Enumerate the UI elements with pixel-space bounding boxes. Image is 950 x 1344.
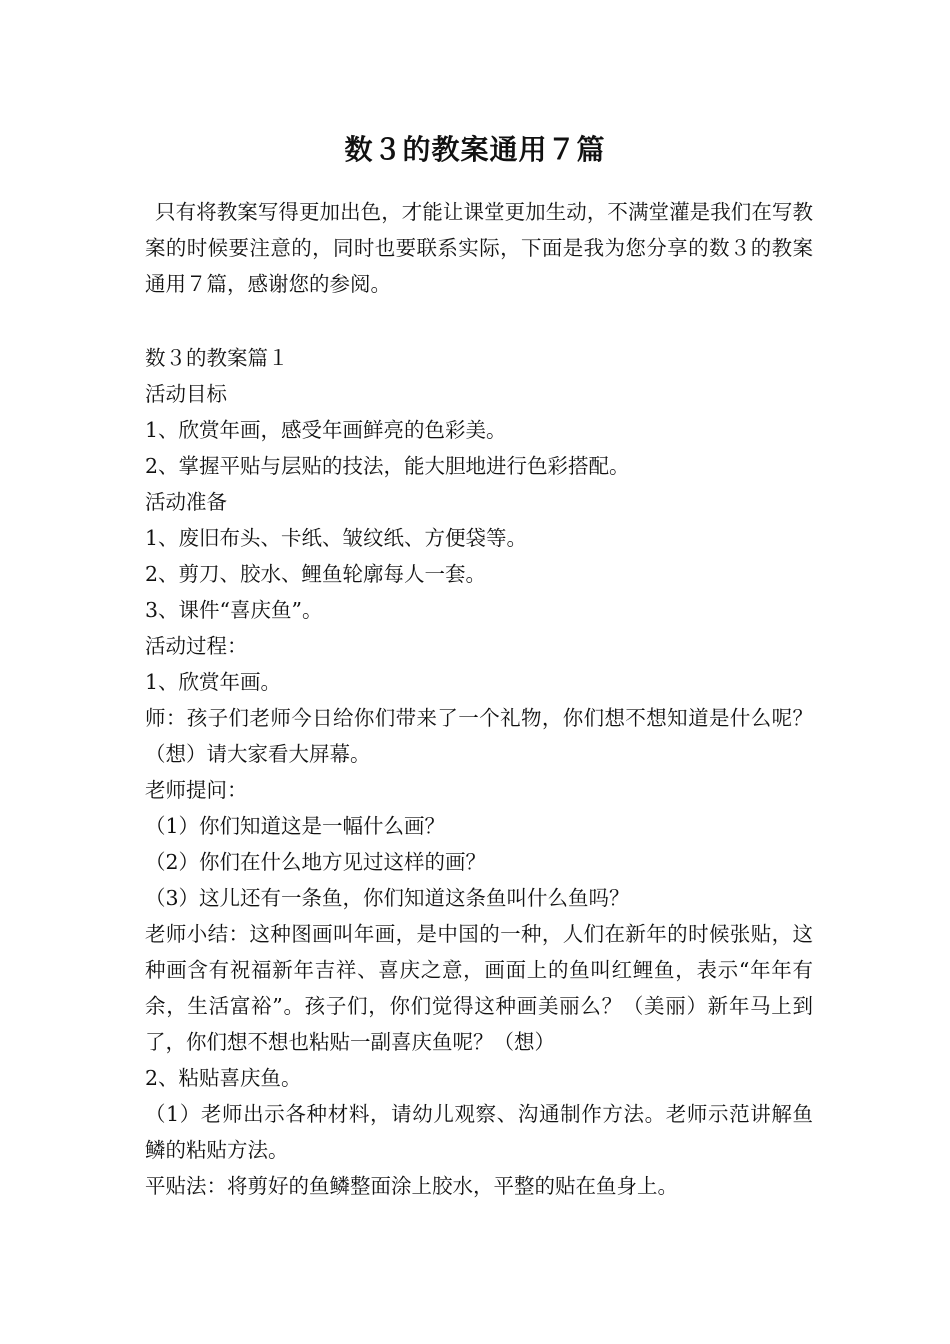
text-line: （1）你们知道这是一幅什么画？ — [145, 814, 446, 838]
text-line: 1、废旧布头、卡纸、皱纹纸、方便袋等。 — [145, 526, 528, 550]
text-paragraph: 师：孩子们老师今日给你们带来了一个礼物，你们想不想知道是什么呢？（想）请大家看大屏幕。 — [145, 706, 813, 766]
text-line: 活动目标 — [145, 382, 227, 406]
text-paragraph: （1）老师出示各种材料，请幼儿观察、沟通制作方法。老师示范讲解鱼鳞的粘贴方法。 — [145, 1102, 813, 1162]
intro-paragraph: 只有将教案写得更加出色，才能让课堂更加生动，不满堂灌是我们在写教案的时候要注意的，同时也要联系实际，下面是我为您分享的数３的教案通用７篇，感谢您的参阅。 — [145, 200, 813, 296]
document-body — [145, 340, 813, 1204]
text-line: 1、欣赏年画，感受年画鲜亮的色彩美。 — [145, 418, 507, 442]
text-line: 3、课件“喜庆鱼”。 — [145, 598, 323, 622]
text-paragraph: 老师小结：这种图画叫年画，是中国的一种，人们在新年的时候张贴，这种画含有祝福新年吉祥、喜庆之意，画面上的鱼叫红鲤鱼，表示“年年有余，生活富裕”。孩子们，你们觉得这种画美丽么？（美丽）新年马上到了，你们想不想也粘贴一副喜庆鱼呢？（想） — [145, 922, 813, 1054]
text-line: 2、剪刀、胶水、鲤鱼轮廓每人一套。 — [145, 562, 487, 586]
text-line: 平贴法：将剪好的鱼鳞整面涂上胶水，平整的贴在鱼身上。 — [145, 1174, 678, 1198]
text-line: （3）这儿还有一条鱼，你们知道这条鱼叫什么鱼吗？ — [145, 886, 630, 910]
document-title: 数３的教案通用７篇 — [344, 133, 606, 166]
text-line: 2、粘贴喜庆鱼。 — [145, 1066, 302, 1090]
text-line: （2）你们在什么地方见过这样的画？ — [145, 850, 487, 874]
text-line: 老师提问： — [145, 778, 248, 802]
section-heading: 数３的教案篇１ — [145, 346, 289, 370]
text-line: 2、掌握平贴与层贴的技法，能大胆地进行色彩搭配。 — [145, 454, 630, 478]
text-line: 1、欣赏年画。 — [145, 670, 282, 694]
text-line: 活动过程： — [145, 634, 248, 658]
text-line: 活动准备 — [145, 490, 227, 514]
